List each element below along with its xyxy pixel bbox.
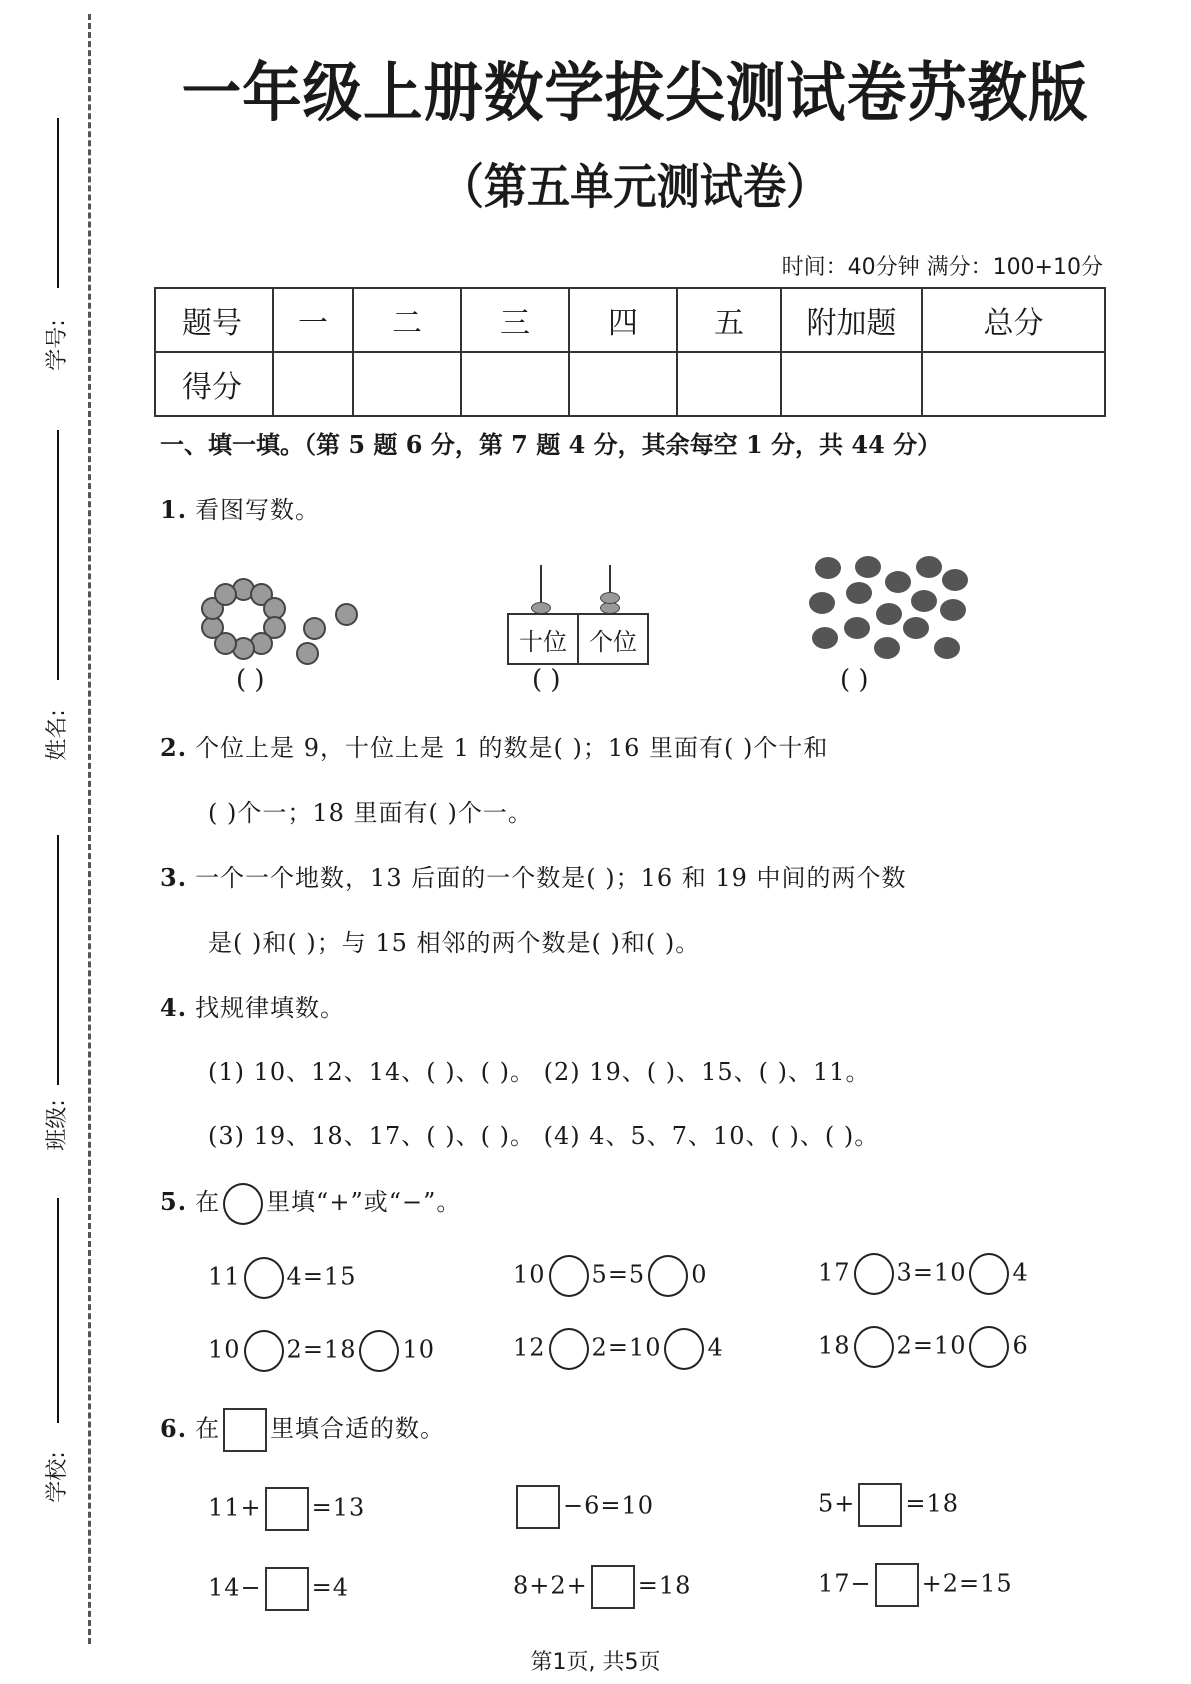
answer-blank[interactable]: ( ) [840,665,869,695]
dot-icon [855,556,881,578]
operator-circle-input[interactable] [664,1328,704,1370]
dot-icon [885,571,911,593]
score-cell: 二 [353,288,461,352]
tens-label: 十位 [519,627,567,656]
operator-circle-input[interactable] [549,1255,589,1297]
question-1 [160,490,320,525]
score-input-cell[interactable] [569,352,677,416]
operand: 2=18 [286,1335,357,1364]
ones-label: 个位 [577,615,647,663]
student-id-line[interactable] [57,118,59,288]
score-cell: 得分 [155,352,273,416]
operator-circle-input[interactable] [549,1328,589,1370]
operator-equation [818,1326,1029,1368]
dot-icon [335,603,358,626]
number-box-input[interactable] [858,1483,902,1527]
score-input-cell[interactable] [461,352,569,416]
operator-circle-input[interactable] [244,1330,284,1372]
box-equation [818,1563,1013,1607]
operator-circle-input[interactable] [359,1330,399,1372]
operator-circle-input[interactable] [648,1255,688,1297]
question-number: 6. [160,1413,188,1443]
page-subtitle: （第五单元测试卷） [440,159,830,215]
operator-equation [208,1257,356,1299]
answer-blank[interactable]: ( ) [532,665,561,695]
operator-circle-input[interactable] [854,1326,894,1368]
operand: =18 [637,1571,692,1600]
operand: 17− [818,1569,872,1598]
operand: 6 [1012,1331,1029,1360]
section-heading: 一、填一填。（第 5 题 6 分，第 7 题 4 分，其余每空 1 分，共 44 分） [160,430,942,459]
dot-icon [844,617,870,639]
number-box-input[interactable] [265,1567,309,1611]
question-text: 在 [195,1414,221,1443]
class-label: 班级: [45,1099,70,1151]
score-input-cell[interactable] [273,352,353,416]
operand: 2=10 [591,1333,662,1362]
score-input-cell[interactable] [353,352,461,416]
place-value-box [507,613,649,665]
question-6 [160,1408,445,1452]
dot-icon [934,637,960,659]
operand: =13 [311,1493,366,1522]
operand: 11+ [208,1493,262,1522]
score-table-score-row [155,352,1105,416]
operand: 3=10 [896,1258,967,1287]
operand: =18 [905,1489,960,1518]
score-cell: 总分 [922,288,1105,352]
score-cell: 一 [273,288,353,352]
operator-equation [513,1255,707,1297]
square-icon [223,1408,267,1452]
operand: 2=10 [896,1331,967,1360]
question-number: 5. [160,1187,188,1216]
dot-icon [940,599,966,621]
school-line[interactable] [57,1198,59,1423]
question-text: 里填“+”或“−”。 [266,1188,462,1216]
student-id-label: 学号: [45,319,70,371]
score-cell: 题号 [155,288,273,352]
dot-icon [815,557,841,579]
dot-icon [214,583,237,606]
score-table [154,287,1106,417]
dot-icon [874,637,900,659]
score-cell: 五 [677,288,781,352]
operand: 0 [691,1260,708,1289]
operand: 5=5 [591,1260,646,1289]
operand: 10 [402,1335,436,1364]
class-line[interactable] [57,835,59,1085]
operator-circle-input[interactable] [969,1326,1009,1368]
operand: 18 [818,1331,851,1360]
operand: −6=10 [563,1491,655,1520]
operator-equation [208,1330,435,1372]
dot-icon [846,582,872,604]
box-equation [513,1565,691,1609]
question-number: 4. [160,993,188,1022]
question-text[interactable]: 个位上是 9，十位上是 1 的数是( )；16 里面有( )个十和 [195,734,829,762]
question-2-line-1 [160,728,828,763]
number-box-input[interactable] [591,1565,635,1609]
score-cell: 四 [569,288,677,352]
answer-blank[interactable]: ( ) [236,665,265,695]
question-3-line-2[interactable]: 是( )和( )；与 15 相邻的两个数是( )和( )。 [208,929,701,957]
number-box-input[interactable] [516,1485,560,1529]
dot-icon [303,617,326,640]
dot-icon [296,642,319,665]
name-line[interactable] [57,430,59,680]
page-title: 一年级上册数学拔尖测试卷苏教版 [181,57,1089,131]
dot-icon [809,592,835,614]
operand: 14− [208,1573,262,1602]
operand: +2=15 [921,1569,1013,1598]
question-2-line-2[interactable]: ( )个一；18 里面有( )个一。 [208,799,533,827]
question-text: 里填合适的数。 [270,1414,446,1443]
score-table-header-row [155,288,1105,352]
question-3-line-1 [160,858,907,893]
number-box-input[interactable] [265,1487,309,1531]
question-number: 3. [160,863,188,892]
bead-icon [600,592,620,604]
question-text[interactable]: 一个一个地数，13 后面的一个数是( )；16 和 19 中间的两个数 [195,864,907,892]
operand: =4 [311,1573,350,1602]
dot-icon [916,556,942,578]
question-4-row-2[interactable]: (3) 19、18、17、( )、( )。 (4) 4、5、7、10、( )、( )。 [208,1122,880,1150]
question-text: 找规律填数。 [195,994,346,1022]
operand: 4=15 [286,1262,357,1291]
operand: 5+ [818,1489,856,1518]
question-text: 看图写数。 [195,496,321,524]
operator-circle-input[interactable] [854,1253,894,1295]
question-number: 2. [160,733,188,762]
operator-circle-input[interactable] [244,1257,284,1299]
box-equation [818,1483,959,1527]
operand: 12 [513,1333,546,1362]
operand: 17 [818,1258,851,1287]
binding-dashed-line [88,14,91,1644]
operand: 11 [208,1262,241,1291]
score-input-cell[interactable] [781,352,922,416]
question-text: 在 [195,1188,221,1216]
operator-equation [513,1328,724,1370]
question-4 [160,988,345,1023]
box-equation [513,1485,654,1529]
dot-icon [876,603,902,625]
operator-equation [818,1253,1029,1295]
score-cell: 三 [461,288,569,352]
operand: 10 [208,1335,241,1364]
question-number: 1. [160,495,188,524]
score-input-cell[interactable] [922,352,1105,416]
school-label: 学校: [45,1451,70,1503]
question-4-row-1[interactable]: (1) 10、12、14、( )、( )。 (2) 19、( )、15、( )、11。 [208,1058,871,1086]
operand: 4 [707,1333,724,1362]
operand: 8+2+ [513,1571,588,1600]
dot-icon [911,590,937,612]
dot-icon [903,617,929,639]
box-equation [208,1487,365,1531]
box-equation [208,1567,349,1611]
operator-circle-input[interactable] [969,1253,1009,1295]
circle-icon [223,1183,263,1225]
question-5 [160,1182,461,1225]
dot-icon [942,569,968,591]
page-number: 第1页, 共5页 [530,1650,661,1675]
number-box-input[interactable] [875,1563,919,1607]
exam-meta: 时间：40分钟 满分：100+10分 [781,255,1103,280]
operand: 10 [513,1260,546,1289]
score-cell: 附加题 [781,288,922,352]
dot-icon [812,627,838,649]
score-input-cell[interactable] [677,352,781,416]
name-label: 姓名: [45,709,70,761]
operand: 4 [1012,1258,1029,1287]
